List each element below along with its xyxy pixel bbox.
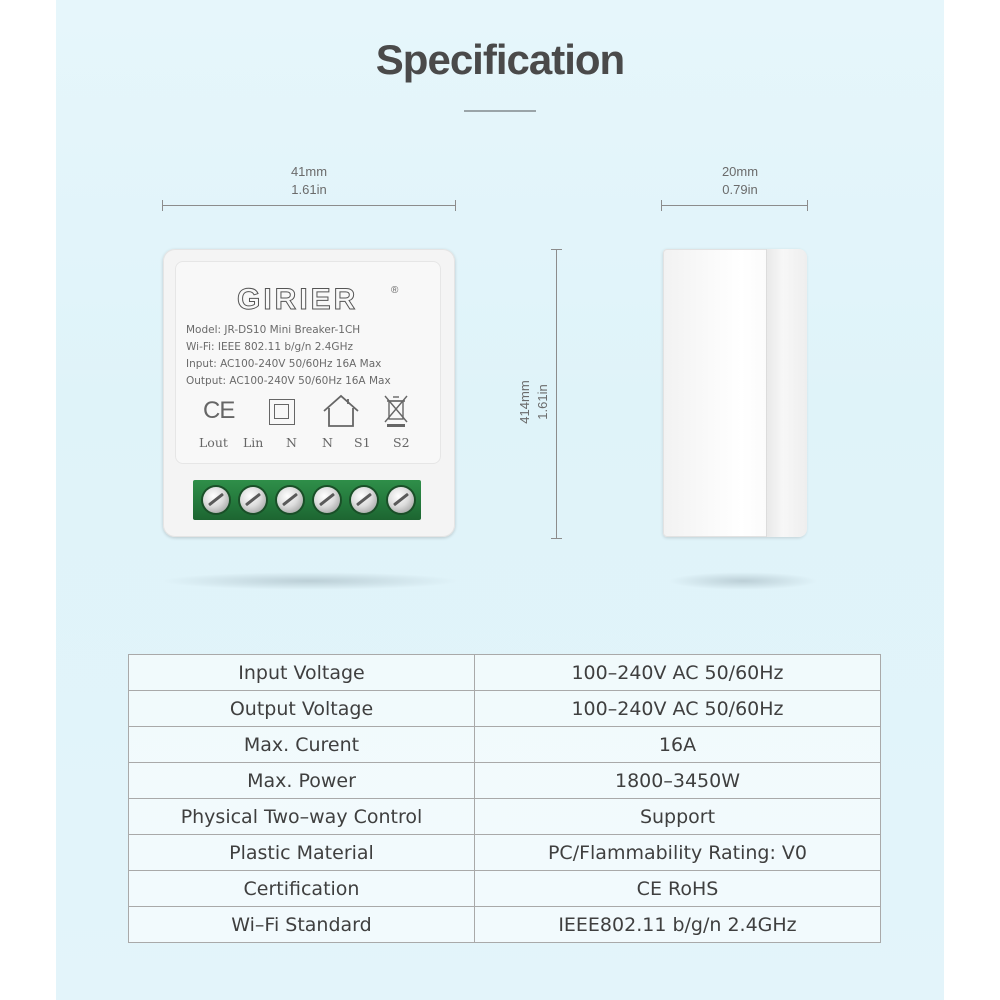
device-side-view xyxy=(663,249,806,537)
spec-key: Certification xyxy=(129,871,475,907)
side-view-step xyxy=(766,249,807,537)
height-dimension-line xyxy=(556,249,557,539)
terminal-label-s2: S2 xyxy=(393,435,410,450)
terminal-screw-icon xyxy=(240,487,266,513)
terminal-label-s1: S1 xyxy=(354,435,371,450)
table-row xyxy=(129,691,881,727)
device-front-view xyxy=(163,249,455,537)
label-model-line: Model: JR-DS10 Mini Breaker-1CH xyxy=(186,324,361,336)
depth-tick-right xyxy=(807,200,808,211)
width-mm: 41mm xyxy=(290,164,328,179)
spec-value: Support xyxy=(475,799,881,835)
table-row xyxy=(129,763,881,799)
spec-key: Wi–Fi Standard xyxy=(129,907,475,943)
depth-in: 0.79in xyxy=(722,182,758,197)
double-insulation-icon xyxy=(269,399,295,425)
spec-value: 1800–3450W xyxy=(475,763,881,799)
terminal-screw-icon xyxy=(314,487,340,513)
spec-key: Max. Curent xyxy=(129,727,475,763)
spec-value: CE RoHS xyxy=(475,871,881,907)
depth-tick-left xyxy=(661,200,662,211)
spec-key: Max. Power xyxy=(129,763,475,799)
table-row xyxy=(129,799,881,835)
spec-key: Input Voltage xyxy=(129,655,475,691)
spec-key: Output Voltage xyxy=(129,691,475,727)
spec-value: IEEE802.11 b/g/n 2.4GHz xyxy=(475,907,881,943)
width-in: 1.61in xyxy=(291,182,327,197)
table-row xyxy=(129,907,881,943)
width-dimension-label xyxy=(259,163,359,199)
terminal-label-lout: Lout xyxy=(199,435,228,450)
spec-key: Physical Two–way Control xyxy=(129,799,475,835)
height-mm: 414mm xyxy=(517,380,532,424)
spec-value: 100–240V AC 50/60Hz xyxy=(475,691,881,727)
table-row xyxy=(129,727,881,763)
depth-dimension-label xyxy=(690,163,790,199)
ce-mark-icon: CE xyxy=(203,397,235,424)
table-row xyxy=(129,871,881,907)
house-icon xyxy=(321,393,361,429)
height-tick-bottom xyxy=(551,538,562,539)
height-dimension-label xyxy=(516,352,552,452)
depth-dimension-line xyxy=(661,205,808,206)
side-view-shadow xyxy=(668,572,818,590)
terminal-label-n1: N xyxy=(286,435,297,450)
terminal-screw-icon xyxy=(388,487,414,513)
label-output-line: Output: AC100-240V 50/60Hz 16A Max xyxy=(186,375,391,387)
label-wifi-line: Wi-Fi: IEEE 802.11 b/g/n 2.4GHz xyxy=(186,341,353,353)
spec-value: 100–240V AC 50/60Hz xyxy=(475,655,881,691)
spec-key: Plastic Material xyxy=(129,835,475,871)
front-view-shadow xyxy=(160,572,460,590)
terminal-screw-icon xyxy=(277,487,303,513)
table-row xyxy=(129,835,881,871)
terminal-screw-icon xyxy=(351,487,377,513)
depth-mm: 20mm xyxy=(721,164,759,179)
height-tick-top xyxy=(551,249,562,250)
spec-table xyxy=(128,654,881,943)
table-row xyxy=(129,655,881,691)
width-tick-right xyxy=(455,200,456,211)
height-in: 1.61in xyxy=(535,384,550,420)
title-divider xyxy=(464,110,536,112)
weee-bin-icon xyxy=(383,393,409,429)
width-tick-left xyxy=(162,200,163,211)
terminal-label-lin: Lin xyxy=(243,435,264,450)
page-title: Specification xyxy=(375,36,625,83)
registered-mark: ® xyxy=(391,285,399,296)
spec-value: PC/Flammability Rating: V0 xyxy=(475,835,881,871)
device-label-plate xyxy=(175,261,441,464)
terminal-label-n2: N xyxy=(322,435,333,450)
terminal-screw-icon xyxy=(203,487,229,513)
terminal-block xyxy=(193,480,421,520)
width-dimension-line xyxy=(162,205,456,206)
label-input-line: Input: AC100-240V 50/60Hz 16A Max xyxy=(186,358,382,370)
brand-logo: GIRIER xyxy=(237,283,359,316)
certification-icon-row xyxy=(175,393,441,429)
spec-value: 16A xyxy=(475,727,881,763)
